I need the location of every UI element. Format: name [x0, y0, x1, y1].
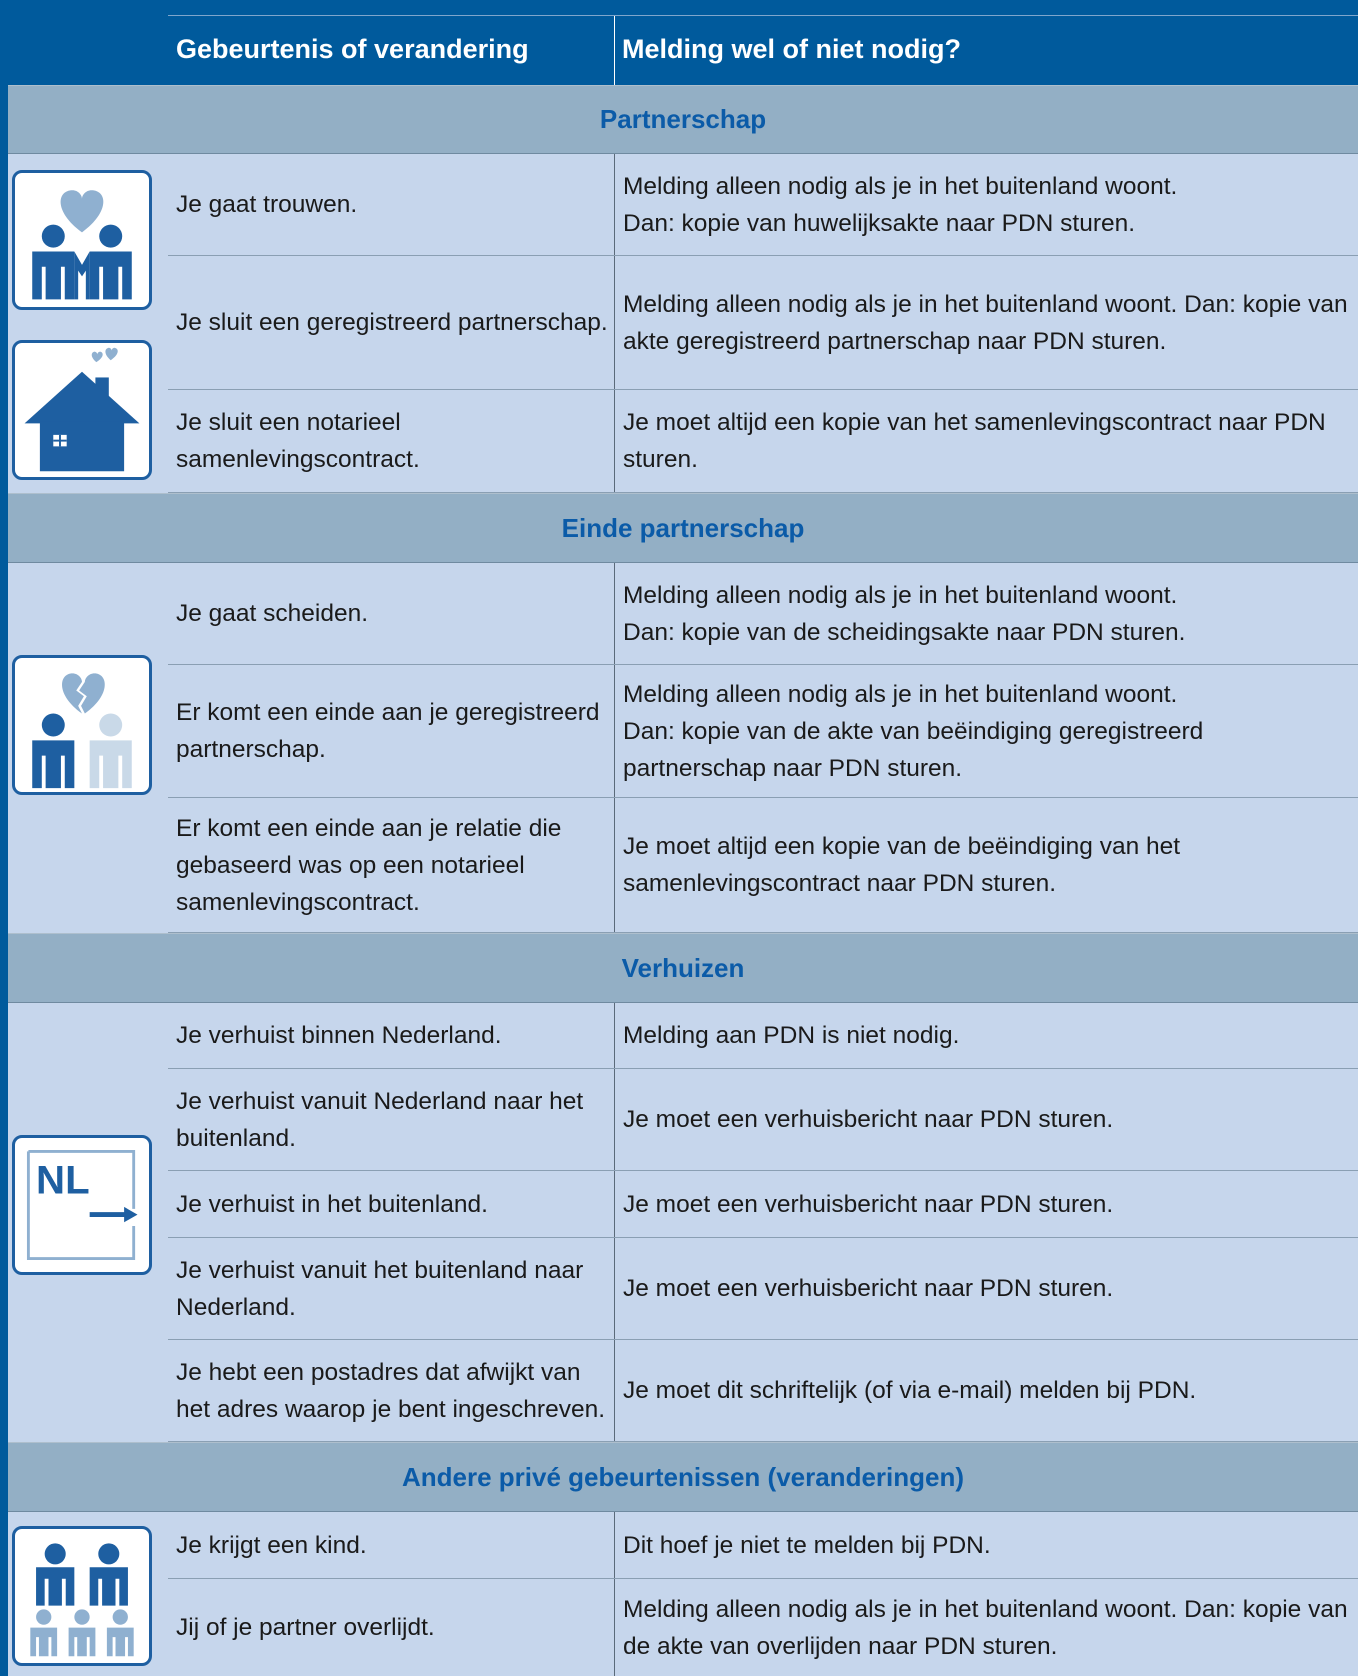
event-cell — [168, 1340, 614, 1441]
notice-text: Melding alleen nodig als je in het buitenland woont. Dan: kopie van huwelijksakte naar PDN sturen. — [623, 172, 1178, 237]
event-cell — [168, 390, 614, 492]
table-row — [168, 1171, 1358, 1238]
table-row — [168, 1238, 1358, 1340]
nl-label: NL — [36, 1157, 90, 1203]
event-text: Er komt een einde aan je relatie die gebaseerd was op een notarieel samenlevingscontract. — [176, 814, 562, 916]
notice-cell — [614, 154, 1358, 255]
event-cell — [168, 1238, 614, 1339]
notice-cell — [614, 1238, 1358, 1339]
event-cell — [168, 563, 614, 664]
table-row — [168, 390, 1358, 493]
event-text: Je hebt een postadres dat afwijkt van het adres waarop je bent ingeschreven. — [176, 1358, 606, 1423]
event-cell — [168, 1003, 614, 1068]
notice-text: Melding alleen nodig als je in het buitenland woont. Dan: kopie van akte geregistreerd partnerschap naar PDN sturen. — [623, 290, 1348, 355]
table-row — [168, 1069, 1358, 1171]
nl-move-abroad-icon — [12, 1135, 152, 1275]
notice-cell — [614, 665, 1358, 797]
section-title-verhuizen: Verhuizen — [8, 933, 1358, 1003]
notice-text: Je moet een verhuisbericht naar PDN sturen. — [623, 1106, 1114, 1133]
broken-heart-couple-icon — [12, 655, 152, 795]
family-icon — [12, 1526, 152, 1666]
section-title-andere-gebeurtenissen: Andere privé gebeurtenissen (veranderingen) — [8, 1442, 1358, 1512]
event-cell — [168, 256, 614, 389]
notice-text: Je moet een verhuisbericht naar PDN sturen. — [623, 1275, 1114, 1302]
notice-cell — [614, 1069, 1358, 1170]
event-cell — [168, 1512, 614, 1578]
table-row — [168, 563, 1358, 665]
notice-cell — [614, 563, 1358, 664]
notice-cell — [614, 256, 1358, 389]
notice-text: Je moet een verhuisbericht naar PDN sturen. — [623, 1190, 1114, 1218]
section-title-einde-partnerschap: Einde partnerschap — [8, 493, 1358, 563]
header-column-separator — [614, 16, 615, 85]
table-row — [168, 1512, 1358, 1579]
event-text: Je verhuist vanuit Nederland naar het buitenland. — [176, 1087, 584, 1152]
header-divider — [168, 15, 1358, 16]
event-cell — [168, 1069, 614, 1170]
notice-cell — [614, 1171, 1358, 1237]
event-text: Je gaat trouwen. — [176, 191, 358, 218]
section-title-partnerschap: Partnerschap — [8, 85, 1358, 154]
notice-text: Melding alleen nodig als je in het buitenland woont. Dan: kopie van de akte van overlijden naar PDN sturen. — [623, 1595, 1348, 1660]
house-hearts-icon — [12, 340, 152, 480]
event-text: Je verhuist vanuit het buitenland naar Nederland. — [176, 1256, 584, 1321]
event-cell — [168, 665, 614, 797]
table-row — [168, 256, 1358, 390]
notice-cell — [614, 1003, 1358, 1068]
notice-cell — [614, 798, 1358, 932]
notice-cell — [614, 1579, 1358, 1676]
event-text: Je verhuist in het buitenland. — [176, 1190, 488, 1218]
table-header — [8, 0, 1358, 85]
notice-text: Je moet altijd een kopie van de beëindiging van het samenlevingscontract naar PDN sturen. — [623, 833, 1181, 897]
notice-cell — [614, 1340, 1358, 1441]
event-cell — [168, 798, 614, 932]
event-text: Je verhuist binnen Nederland. — [176, 1022, 502, 1049]
event-text: Je gaat scheiden. — [176, 600, 369, 627]
notice-text: Je moet altijd een kopie van het samenlevingscontract naar PDN sturen. — [623, 409, 1326, 473]
event-text: Er komt een einde aan je geregistreerd partnerschap. — [176, 699, 600, 763]
table-row — [168, 1340, 1358, 1442]
event-text: Je krijgt een kind. — [176, 1531, 367, 1559]
table-row — [168, 798, 1358, 933]
notice-text: Dit hoef je niet te melden bij PDN. — [623, 1531, 991, 1559]
couple-heart-icon — [12, 170, 152, 310]
notice-cell — [614, 1512, 1358, 1578]
table-row — [168, 1003, 1358, 1069]
event-cell — [168, 1579, 614, 1676]
event-text: Je sluit een notarieel samenlevingscontract. — [176, 409, 420, 473]
notice-text: Melding alleen nodig als je in het buitenland woont. Dan: kopie van de scheidingsakte naar PDN sturen. — [623, 581, 1186, 646]
table-row — [168, 154, 1358, 256]
events-table — [8, 0, 1358, 1676]
header-col-event: Gebeurtenis of verandering — [176, 34, 529, 64]
notice-text: Melding aan PDN is niet nodig. — [623, 1022, 960, 1049]
header-col-notice: Melding wel of niet nodig? — [622, 34, 961, 64]
notice-text: Je moet dit schriftelijk (of via e-mail) melden bij PDN. — [623, 1377, 1197, 1404]
event-cell — [168, 1171, 614, 1237]
notice-cell — [614, 390, 1358, 492]
table-row — [168, 1579, 1358, 1676]
event-text: Je sluit een geregistreerd partnerschap. — [176, 309, 608, 336]
event-cell — [168, 154, 614, 255]
event-text: Jij of je partner overlijdt. — [176, 1614, 435, 1641]
notice-text: Melding alleen nodig als je in het buitenland woont. Dan: kopie van de akte van beëindiging geregistreerd partnerschap naar PDN sturen. — [623, 680, 1204, 782]
table-row — [168, 665, 1358, 798]
